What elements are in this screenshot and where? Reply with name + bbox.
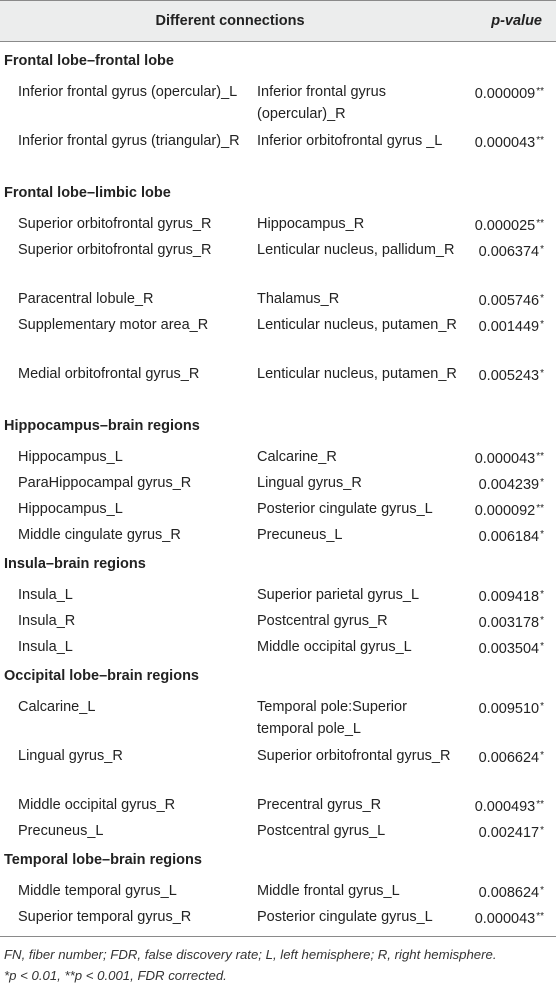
p-value: 0.001449 xyxy=(478,319,540,335)
region-a: Insula_L xyxy=(18,639,73,655)
region-b: Hippocampus_R xyxy=(257,216,365,232)
p-value: 0.005243 xyxy=(478,368,540,384)
p-value-cell xyxy=(479,610,544,634)
section-title: Frontal lobe–frontal lobe xyxy=(4,53,174,69)
significance-marker: * xyxy=(540,293,544,304)
p-value: 0.000493 xyxy=(474,799,536,815)
significance-marker: * xyxy=(540,701,544,712)
p-value: 0.000043 xyxy=(474,135,536,151)
p-value: 0.003504 xyxy=(478,641,540,657)
p-value: 0.006374 xyxy=(478,244,540,260)
region-b: Postcentral gyrus_L xyxy=(257,823,386,839)
p-value: 0.002417 xyxy=(478,825,540,841)
bottom-rule xyxy=(0,936,556,937)
p-value-cell xyxy=(479,239,544,263)
significance-marker: ** xyxy=(536,86,544,97)
region-a: Inferior frontal gyrus (opercular)_L xyxy=(18,84,238,100)
p-value: 0.006624 xyxy=(478,750,540,766)
significance-marker: ** xyxy=(536,451,544,462)
significance-marker: * xyxy=(540,750,544,761)
significance-marker: * xyxy=(540,589,544,600)
p-value-cell xyxy=(475,130,544,154)
section-title: Temporal lobe–brain regions xyxy=(4,852,202,868)
p-value-cell xyxy=(475,81,544,105)
header-p-value-text: p-value xyxy=(491,13,542,29)
region-a: Middle occipital gyrus_R xyxy=(18,797,176,813)
region-a: Inferior frontal gyrus (triangular)_R xyxy=(18,133,240,149)
section-title: Hippocampus–brain regions xyxy=(4,418,200,434)
region-a: Superior orbitofrontal gyrus_R xyxy=(18,216,212,232)
header-rule xyxy=(0,41,556,42)
header-connections: Different connections xyxy=(155,13,305,29)
region-a: Middle temporal gyrus_L xyxy=(18,883,177,899)
p-value-cell xyxy=(479,880,544,904)
region-b: Posterior cingulate gyrus_L xyxy=(257,501,433,517)
p-value-cell xyxy=(479,745,544,769)
p-value-cell xyxy=(479,584,544,608)
significance-marker: * xyxy=(540,885,544,896)
p-value-cell xyxy=(475,906,544,930)
p-value-cell xyxy=(479,820,544,844)
p-value: 0.000043 xyxy=(474,451,536,467)
p-value: 0.005746 xyxy=(478,293,540,309)
header-p-value xyxy=(491,13,542,29)
p-value: 0.004239 xyxy=(478,477,540,493)
significance-marker: * xyxy=(540,529,544,540)
region-b: Postcentral gyrus_R xyxy=(257,613,388,629)
region-a: Middle cingulate gyrus_R xyxy=(18,527,181,543)
region-b: Middle frontal gyrus_L xyxy=(257,883,400,899)
region-b: Temporal pole:Superior temporal pole_L xyxy=(257,699,407,737)
p-value-cell xyxy=(479,472,544,496)
section-title: Occipital lobe–brain regions xyxy=(4,668,199,684)
region-b: Thalamus_R xyxy=(257,291,340,307)
p-value: 0.000025 xyxy=(474,218,536,234)
p-value-cell xyxy=(475,498,544,522)
region-a: ParaHippocampal gyrus_R xyxy=(18,475,192,491)
region-b: Lenticular nucleus, putamen_R xyxy=(257,317,457,333)
region-b: Superior orbitofrontal gyrus_R xyxy=(257,748,451,764)
p-value: 0.000092 xyxy=(474,503,536,519)
region-b: Posterior cingulate gyrus_L xyxy=(257,909,433,925)
region-b: Lenticular nucleus, putamen_R xyxy=(257,366,457,382)
p-value-cell xyxy=(479,314,544,338)
region-a: Insula_R xyxy=(18,613,76,629)
significance-marker: * xyxy=(540,615,544,626)
region-b: Middle occipital gyrus_L xyxy=(257,639,412,655)
significance-marker: * xyxy=(540,477,544,488)
region-a: Hippocampus_L xyxy=(18,501,123,517)
p-value-cell xyxy=(475,794,544,818)
region-a: Precuneus_L xyxy=(18,823,104,839)
p-value: 0.000009 xyxy=(474,86,536,102)
significance-marker: * xyxy=(540,244,544,255)
table-header xyxy=(0,1,556,41)
region-a: Superior orbitofrontal gyrus_R xyxy=(18,242,212,258)
p-value-cell xyxy=(475,446,544,470)
p-value-cell xyxy=(479,636,544,660)
footnote-significance: *p < 0.01, **p < 0.001, FDR corrected. xyxy=(4,968,227,983)
region-a: Paracentral lobule_R xyxy=(18,291,154,307)
region-a: Insula_L xyxy=(18,587,73,603)
region-a: Superior temporal gyrus_R xyxy=(18,909,192,925)
p-value-cell xyxy=(479,363,544,387)
significance-marker: * xyxy=(540,825,544,836)
region-b: Calcarine_R xyxy=(257,449,337,465)
significance-marker: ** xyxy=(536,503,544,514)
region-b: Superior parietal gyrus_L xyxy=(257,587,420,603)
region-a: Lingual gyrus_R xyxy=(18,748,123,764)
p-value: 0.009418 xyxy=(478,589,540,605)
region-a: Supplementary motor area_R xyxy=(18,317,209,333)
region-b: Precentral gyrus_R xyxy=(257,797,382,813)
p-value-cell xyxy=(479,288,544,312)
section-title: Frontal lobe–limbic lobe xyxy=(4,185,171,201)
region-b: Precuneus_L xyxy=(257,527,343,543)
significance-marker: ** xyxy=(536,218,544,229)
p-value: 0.009510 xyxy=(478,701,540,717)
region-b: Lenticular nucleus, pallidum_R xyxy=(257,242,455,258)
significance-marker: * xyxy=(540,319,544,330)
p-value-cell xyxy=(479,696,544,720)
region-a: Medial orbitofrontal gyrus_R xyxy=(18,366,200,382)
p-value: 0.003178 xyxy=(478,615,540,631)
p-value-cell xyxy=(479,524,544,548)
region-b: Lingual gyrus_R xyxy=(257,475,362,491)
significance-marker: ** xyxy=(536,135,544,146)
section-title: Insula–brain regions xyxy=(4,556,146,572)
significance-marker: ** xyxy=(536,911,544,922)
region-b: Inferior orbitofrontal gyrus _L xyxy=(257,133,443,149)
region-a: Calcarine_L xyxy=(18,699,96,715)
region-b: Inferior frontal gyrus (opercular)_R xyxy=(257,84,386,122)
significance-marker: * xyxy=(540,641,544,652)
p-value-cell xyxy=(475,213,544,237)
p-value: 0.006184 xyxy=(478,529,540,545)
region-a: Hippocampus_L xyxy=(18,449,123,465)
footnote-abbreviations: FN, fiber number; FDR, false discovery rate; L, left hemisphere; R, right hemisphere. xyxy=(4,947,497,962)
significance-marker: * xyxy=(540,368,544,379)
p-value: 0.000043 xyxy=(474,911,536,927)
significance-marker: ** xyxy=(536,799,544,810)
p-value: 0.008624 xyxy=(478,885,540,901)
